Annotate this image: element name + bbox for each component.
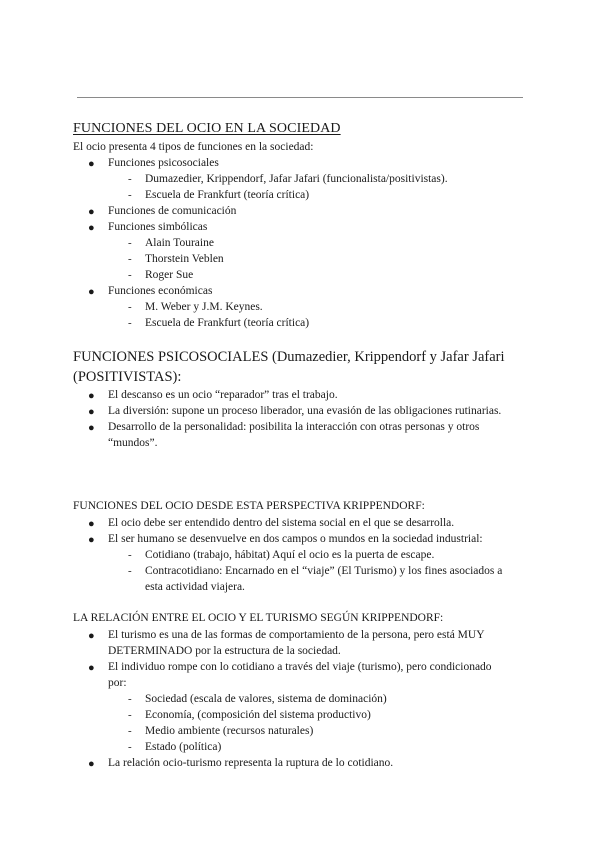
bullet-marker: ● [88, 534, 95, 546]
list-item: Funciones psicosociales [108, 157, 219, 169]
bullet-marker: ● [88, 630, 95, 642]
sub-list-item: Roger Sue [145, 269, 194, 281]
sub-list-item: Alain Touraine [145, 237, 214, 249]
bullet-marker: ● [88, 286, 95, 298]
sub-list-item-cont: esta actividad viajera. [145, 581, 245, 593]
section-title-perspectiva-krippendorf: FUNCIONES DEL OCIO DESDE ESTA PERSPECTIVA KRIPPENDORF: [73, 500, 425, 512]
sub-list-item: Sociedad (escala de valores, sistema de dominación) [145, 693, 387, 705]
dash-marker: - [128, 725, 132, 737]
section-title-funciones-ocio: FUNCIONES DEL OCIO EN LA SOCIEDAD [73, 121, 341, 136]
dash-marker: - [128, 269, 132, 281]
sub-list-item: Estado (política) [145, 741, 222, 753]
list-item: Desarrollo de la personalidad: posibilita la interacción con otras personas y otros [108, 421, 480, 433]
list-item: El ser humano se desenvuelve en dos campos o mundos en la sociedad industrial: [108, 533, 483, 545]
list-item-cont: DETERMINADO por la estructura de la sociedad. [108, 645, 341, 657]
bullet-marker: ● [88, 390, 95, 402]
list-item: Funciones simbólicas [108, 221, 208, 233]
sub-list-item: Economía, (composición del sistema productivo) [145, 709, 371, 721]
sub-list-item: Medio ambiente (recursos naturales) [145, 725, 314, 737]
bullet-marker: ● [88, 406, 95, 418]
list-item: El individuo rompe con lo cotidiano a través del viaje (turismo), pero condicionado [108, 661, 492, 673]
list-item: El ocio debe ser entendido dentro del sistema social en el que se desarrolla. [108, 517, 455, 529]
dash-marker: - [128, 301, 132, 313]
list-item-cont: por: [108, 677, 127, 689]
sub-list-item: M. Weber y J.M. Keynes. [145, 301, 263, 313]
list-item: El turismo es una de las formas de comportamiento de la persona, pero está MUY [108, 629, 485, 641]
section-title-relacion-ocio-turismo: LA RELACIÓN ENTRE EL OCIO Y EL TURISMO SEGÚN KRIPPENDORF: [73, 612, 444, 624]
list-item-cont: “mundos”. [108, 437, 158, 449]
sub-list-item: Escuela de Frankfurt (teoría crítica) [145, 317, 310, 329]
list-item: La relación ocio-turismo representa la ruptura de lo cotidiano. [108, 757, 394, 769]
dash-marker: - [128, 741, 132, 753]
dash-marker: - [128, 709, 132, 721]
section-title-psicosociales: FUNCIONES PSICOSOCIALES (Dumazedier, Krippendorf y Jafar Jafari [73, 349, 505, 365]
dash-marker: - [128, 317, 132, 329]
bullet-marker: ● [88, 758, 95, 770]
horizontal-rule [77, 97, 523, 98]
dash-marker: - [128, 565, 132, 577]
bullet-marker: ● [88, 206, 95, 218]
section-title-psicosociales-cont: (POSITIVISTAS): [73, 369, 182, 385]
bullet-marker: ● [88, 518, 95, 530]
bullet-marker: ● [88, 158, 95, 170]
list-item: El descanso es un ocio “reparador” tras el trabajo. [108, 389, 338, 401]
sub-list-item: Escuela de Frankfurt (teoría crítica) [145, 189, 310, 201]
sub-list-item: Contracotidiano: Encarnado en el “viaje” (El Turismo) y los fines asociados a [145, 565, 503, 577]
dash-marker: - [128, 549, 132, 561]
sub-list-item: Dumazedier, Krippendorf, Jafar Jafari (funcionalista/positivistas). [145, 173, 448, 185]
bullet-marker: ● [88, 422, 95, 434]
dash-marker: - [128, 173, 132, 185]
dash-marker: - [128, 253, 132, 265]
list-item: Funciones económicas [108, 285, 213, 297]
bullet-marker: ● [88, 662, 95, 674]
list-item: La diversión: supone un proceso liberador, una evasión de las obligaciones rutinarias. [108, 405, 502, 417]
sub-list-item: Thorstein Veblen [145, 253, 224, 265]
dash-marker: - [128, 237, 132, 249]
dash-marker: - [128, 693, 132, 705]
bullet-marker: ● [88, 222, 95, 234]
intro-text: El ocio presenta 4 tipos de funciones en la sociedad: [73, 141, 314, 153]
sub-list-item: Cotidiano (trabajo, hábitat) Aquí el ocio es la puerta de escape. [145, 549, 435, 561]
list-item: Funciones de comunicación [108, 205, 237, 217]
dash-marker: - [128, 189, 132, 201]
